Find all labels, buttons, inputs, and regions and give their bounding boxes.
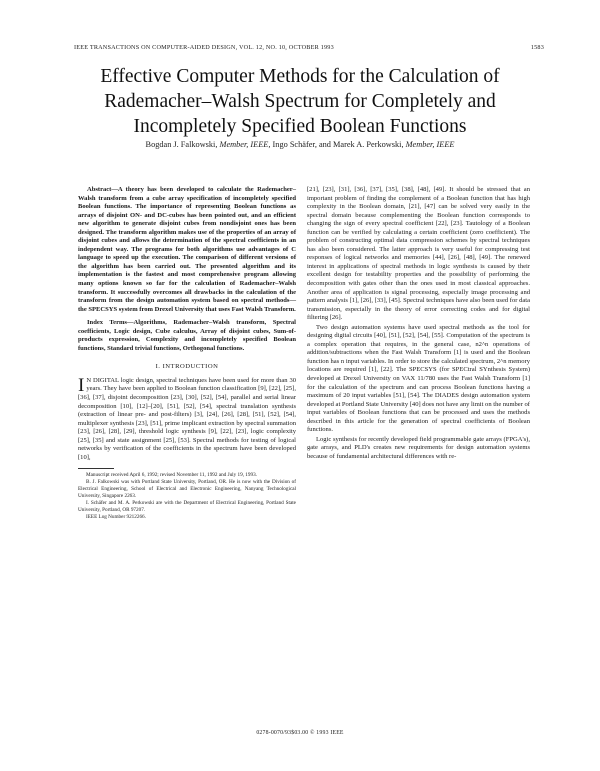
running-head [74, 44, 544, 51]
footnote-author-1: B. J. Falkowski was with Portland State University, Portland, OR. He is now with the Division of Electrical Engineering, School of Electrical and Electronic Engineering, Nanyang Technological University, Singapore 2263. [78, 479, 296, 500]
author-1-role: Member, IEEE, [219, 140, 271, 149]
index-terms: Index Terms—Algorithms, Rademacher–Walsh transform, Spectral coefficients, Logic design, Cube calculus, Array of disjoint cubes, Sum-of-products expression, Complexity and incompletely specified Boolean functions, Standard trivial functions, Orthogonal functions. [78, 319, 296, 352]
running-head-journal: IEEE TRANSACTIONS ON COMPUTER-AIDED DESIGN, VOL. 12, NO. 10, OCTOBER 1993 [74, 44, 334, 51]
paper-title: Effective Computer Methods for the Calculation of Rademacher–Walsh Spectrum for Completely and Incompletely Specified Boolean Functions [100, 66, 500, 137]
footnotes [78, 468, 296, 520]
abstract: Abstract—A theory has been developed to calculate the Rademacher–Walsh transform from a cube array specification of incompletely specified Boolean functions. The importance of representing Boolean functions as arrays of disjoint ON- and DC-cubes has been pointed out, and an efficient new algorithm to generate disjoint cubes from nondisjoint ones has been designed. The transform algorithm makes use of the properties of an array of disjoint cubes and allows the determination of the spectral coefficients in an independent way. The programs for both algorithms use advantages of C language to speed up the execution. The comparison of different versions of the algorithm has been carried out. The presented algorithm and its implementation is the fastest and most comprehensive program allowing many options known so far for the calculation of Rademacher–Walsh transform. It successfully overcomes all drawbacks in the calculation of the transform from the design automation system based on spectral methods—the SPECSYS system from Drexel University that uses Fast Walsh Transform. [78, 186, 296, 313]
right-paragraph-2: Two design automation systems have used spectral methods as the tool for designing digital circuits [40], [51], [52], [54], [55]. Computation of the spectrum is a complex operation that requires, in the general case, n2^n operations of addition/subtractions when the Fast Walsh Transform [1] is used and the Boolean function has n input variables. In order to store the calculated spectrum, 2^n memory locations are required [1], [22]. The SPECSYS (for SPECtral SYnthesis System) developed at Drexel University on VAX 11/780 uses the Fast Walsh Transform [1] for the calculation of the spectrum and can process Boolean functions having a maximum of 20 input variables [51], [54]. The DIADES design automation system developed at Portland State University [40] does not have any limit on the number of input variables of Boolean functions that can be processed and uses the methods described in this article for the generation of spectral coefficients of Boolean functions. [307, 323, 530, 434]
footnote-authors-2-3: I. Schäfer and M. A. Perkowski are with the Department of Electrical Engineering, Portland State University, Portland, OR 97207. [78, 500, 296, 513]
left-column [78, 186, 296, 521]
footnote-manuscript: Manuscript received April 6, 1992; revised November 11, 1992 and July 19, 1993. [86, 472, 257, 479]
right-column [307, 186, 530, 462]
page-number: 1583 [530, 44, 544, 51]
right-paragraph-3: Logic synthesis for recently developed field programmable gate arrays (FPGA's), gate arrays, and PLD's creates new requirements for design automation systems because of fundamental architectural differences with re- [307, 435, 530, 460]
author-1-name: Bogdan J. Falkowski, [145, 140, 218, 149]
introduction-text: N DIGITAL logic design, spectral techniques have been used for more than 30 years. They have been applied to Boolean function classification [9], [22], [25], [36], [37], disjoint decomposition [23], [30], [52], [54], parallel and serial linear decomposition [10], [12]–[20], [51], [52], [54], spectral translation synthesis (extraction of linear pre- and post-filters) [3], [24], [26], [28], [51], [52], [54], multiplexer synthesis [23], [51], prime implicant extraction by spectral summation [23], [26], [28], [29], threshold logic synthesis [9], [22], [23], logic complexity [25], [35] and state assignment [25], [53]. Spectral methods for testing of logical networks by verification of the coefficients in the spectrum have been developed [10], [78, 376, 296, 461]
copyright-code: 0278-0070/93$03.00 © 1993 IEEE [256, 730, 344, 736]
footnote-rule [78, 468, 114, 469]
dropcap-letter: I [78, 374, 85, 396]
author-3-role: Member, IEEE [405, 140, 455, 149]
footnote-log-number: IEEE Log Number 9212266. [86, 513, 146, 520]
right-paragraph-1: [21], [23], [31], [36], [37], [35], [38], [48], [49]. It should be stressed that an important problem of finding the complement of a Boolean function that has high complexity in the Boolean domain, [21], [47] can be solved very easily in the spectral domain because complementing the Boolean function corresponds to changing the sign of every spectral coefficient [22], [23]. Tautology of a Boolean function can be verified by calculating a certain coefficient (zero coefficient). The problem of constructing optimal data compression schemes by spectral techniques has also been considered. The latter approach is very useful for compressing test responses of logical networks and memories [44], [26], [48], [49]. The renewed interest in applications of spectral methods in logic synthesis is caused by their excellent design for testability properties and the possibility of performing the decomposition with gates other than the ones used in most classical approaches. Another area of application is signal processing, especially image processing and pattern analysis [1], [26], [33], [45]. Spectral techniques have also been used for data transmission, especially in the theory of error correcting codes and for digital filtering [26]. [307, 186, 530, 322]
author-line [60, 140, 540, 149]
section-heading-introduction: I. INTRODUCTION [155, 363, 219, 371]
introduction-paragraph [78, 374, 296, 462]
author-2-3-names: Ingo Schäfer, and Marek A. Perkowski, [272, 140, 404, 149]
